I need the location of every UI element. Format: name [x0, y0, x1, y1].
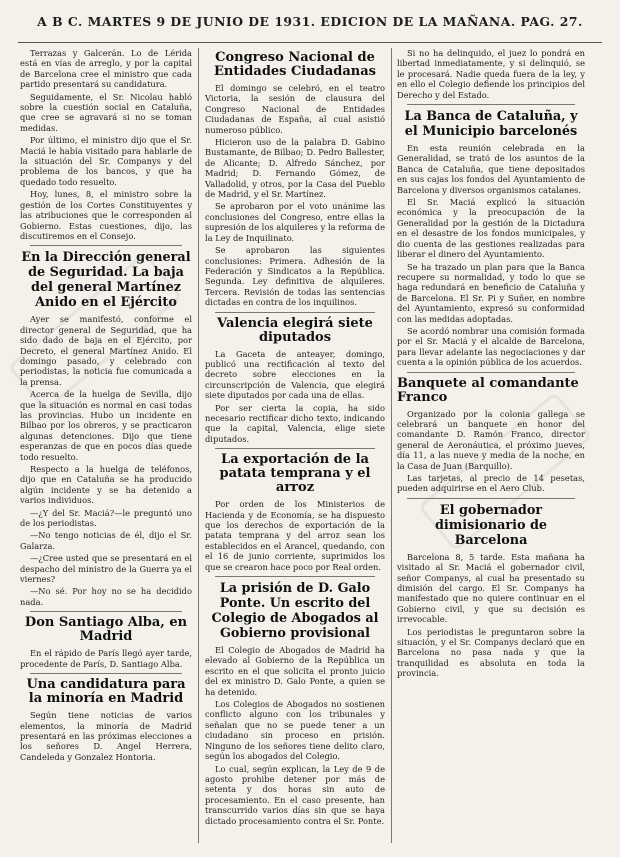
paragraph: Terrazas y Galcerán. Lo de Lérida está en vías de arreglo, y por la capital de Barcelona cree el ministro que cada partido presentará su candidatura.: [20, 48, 192, 90]
paragraph: Los Colegios de Abogados no sostienen conflicto alguno con los tribunales y señalan que no se puede tener a un ciudadano sin proceso en prisión. Ninguno de los señores tiene delito claro, según los abogados del Colegio.: [205, 699, 385, 762]
column-1: [20, 48, 192, 843]
paragraph: —No sé. Por hoy no se ha decidido nada.: [20, 586, 192, 607]
paragraph: El Sr. Maciá explicó la situación económica y la preocupación de la Generalidad por la gestión de la Dictadura en el desastre de los fondos municipales, y dio cuenta de las gestiones realizadas para liberar el dinero del Ayuntamiento.: [397, 197, 585, 260]
divider: [407, 104, 575, 105]
paragraph: Los periodistas le preguntaron sobre la situación, y el Sr. Companys declaró que en Barcelona no pasa nada y que la tranquilidad es absoluta en toda la provincia.: [397, 626, 585, 679]
paragraph: Se aprobaron por el voto unánime las conclusiones del Congreso, entre ellas la supresión de los alquileres y la reforma de la Ley de Inquilinato.: [205, 201, 385, 243]
paragraph: Se acordó nombrar una comisión formada por el Sr. Maciá y el alcalde de Barcelona, para llevar adelante las negociaciones y dar cuenta a la opinión pública de los acuerdos.: [397, 325, 585, 368]
paragraph: Organizado por la colonia gallega se celebrará un banquete en honor del comandante D. Ramón Franco, director general de Aeronáutica, el próximo jueves, día 11, a las nueve y media de la noche, en la Casa de Juan (Barquillo).: [397, 408, 585, 471]
paragraph: —No tengo noticias de él, dijo el Sr. Galarza.: [20, 530, 192, 551]
masthead: [18, 0, 602, 43]
column-rule: [198, 48, 199, 843]
column-2: [205, 48, 385, 843]
paragraph: Hicieron uso de la palabra D. Gabino Bustamante, de Bilbao; D. Pedro Ballester, de Alicante; D. Alfredo Sánchez, por Madrid; D. Fernando Gómez, de Valladolid, y otros, por la Casa del Pueblo de Madrid, y el Sr. Martínez.: [205, 137, 385, 200]
headline-alba: Don Santiago Alba, en Madrid: [24, 615, 188, 645]
divider: [407, 372, 575, 373]
paragraph: Por último, el ministro dijo que el Sr. Maciá le había visitado para hablarle de la situación del Sr. Companys y del problema de los bancos, y que ha quedado todo resuelto.: [20, 135, 192, 187]
paragraph: En el rápido de París llegó ayer tarde, procedente de París, D. Santiago Alba.: [20, 648, 192, 669]
paragraph: El domingo se celebró, en el teatro Victoria, la sesión de clausura del Congreso Nacional de Entidades Ciudadanas de España, al cual asistió numeroso público.: [205, 83, 385, 135]
paragraph: Por ser cierta la copia, ha sido necesario rectificar dicho texto, indicando que la capital, Valencia, elige siete diputados.: [205, 402, 385, 444]
headline-galo-ponte: La prisión de D. Galo Ponte. Un escrito del Colegio de Abogados al Gobierno provisional: [211, 581, 379, 642]
paragraph: Según tiene noticias de varios elementos, la minoría de Madrid presentará en las próximas elecciones a los señores D. Angel Herrera, Candeleda y Gonzalez Hontoria.: [20, 710, 192, 762]
headline-patata: La exportación de la patata temprana y el arroz: [219, 452, 371, 496]
headline-gobernador: El gobernador dimisionario de Barcelona: [434, 502, 548, 548]
divider: [215, 312, 375, 313]
divider: [30, 245, 182, 246]
paragraph: En esta reunión celebrada en la Generalidad, se trató de los asuntos de la Banca de Cataluña, que tiene depositados en sus cajas los fondos del Ayuntamiento de Barcelona y diversos organismos catalanes.: [397, 143, 585, 195]
paragraph: Barcelona 8, 5 tarde. Esta mañana ha visitado al Sr. Maciá el gobernador civil, señor Companys, al cual ha presentado su dimisión del cargo. El Sr. Companys ha manifestado que no quiere continuar en el Gobierno civil, y que su decisión es irrevocable.: [397, 551, 585, 625]
paragraph: El Colegio de Abogados de Madrid ha elevado al Gobierno de la República un escrito en el que solicita el pronto juicio del ex ministro D. Galo Ponte, a quien se ha detenido.: [205, 645, 385, 697]
paragraph: Se ha trazado un plan para que la Banca recupere su normalidad, y todo lo que se haga redundará en beneficio de Cataluña y de Barcelona. El Sr. Pi y Suñer, en nombre del Ayuntamiento, expresó su conformidad con las medidas adoptadas.: [397, 261, 585, 324]
paragraph: Hoy, lunes, 8, el ministro sobre la gestión de los Cortes Constituyentes y las atribuciones que le corresponden al Gobierno. Estas cuestiones, dijo, las discutiremos en el Consejo.: [20, 189, 192, 241]
divider: [215, 576, 375, 577]
paragraph: Si no ha delinquido, el juez lo pondrá en libertad inmediatamente, y si delinquió, se le procesará. Nadie queda fuera de la ley, y en ello el Colegio defiende los principios del Derecho y del Estado.: [397, 48, 585, 100]
divider: [30, 673, 182, 674]
paragraph: Se aprobaron las siguientes conclusiones: Primera. Adhesión de la Federación y Sindicatos a la República. Segunda. Ley definitiva de alquileres. Tercera. Revisión de todas las sentencias dictadas en contra de los inquilinos.: [205, 245, 385, 308]
divider: [30, 611, 182, 612]
headline-candidatura: Una candidatura para la minoría en Madrid: [26, 677, 186, 707]
paragraph: Seguidamente, el Sr. Nicolau habló sobre la cuestión social en Cataluña, que cree se agravará si no se toman medidas.: [20, 91, 192, 133]
headline-congreso: Congreso Nacional de Entidades Ciudadanas: [214, 50, 376, 79]
headline-seguridad: En la Dirección general de Seguridad. La baja del general Martínez Anido en el Ejército: [21, 250, 191, 311]
headline-banca: La Banca de Cataluña, y el Municipio barcelonés: [404, 109, 578, 140]
headline-banquete: Banquete al comandante Franco: [397, 375, 579, 405]
paragraph: Ayer se manifestó, conforme el director general de Seguridad, que ha sido dado de baja en el Ejército, por Decreto, el general Martínez Anido. El domingo pasado, y celebrado con periodistas, la noticia fue comunicada a la prensa.: [20, 314, 192, 387]
masthead-text: A B C. MARTES 9 DE JUNIO DE 1931. EDICION DE LA MAÑANA. PAG. 27.: [37, 13, 583, 29]
paragraph: Acerca de la huelga de Sevilla, dijo que la situación es normal en casi todas las provincias. Hubo un incidente en Bilbao por los obreros, y se practicaron algunas detenciones. Dijo que tiene esperanzas de que en pocos días quede todo resuelto.: [20, 389, 192, 462]
divider: [407, 498, 575, 499]
divider: [215, 448, 375, 449]
paragraph: Respecto a la huelga de teléfonos, dijo que en Cataluña se ha producido algún incidente y se ha detenido a varios individuos.: [20, 464, 192, 506]
paragraph: Lo cual, según explican, la Ley de 9 de agosto prohibe detener por más de setenta y dos horas sin auto de procesamiento. En el caso presente, han transcurrido varios días sin que se haya dictado procesamiento contra el Sr. Ponte.: [205, 763, 385, 826]
paragraph: —¿Cree usted que se presentará en el despacho del ministro de la Guerra ya el viernes?: [20, 553, 192, 585]
paragraph: —¿Y del Sr. Maciá?—le preguntó uno de los periodistas.: [20, 507, 192, 529]
paragraph: La Gaceta de anteayer, domingo, publicó una rectificación al texto del decreto sobre elecciones en la circunscripción de Valencia, que elegirá siete diputados por cada una de ellas.: [205, 348, 385, 401]
headline-valencia: Valencia elegirá siete diputados: [217, 315, 373, 345]
column-3: [397, 48, 585, 843]
paragraph: Las tarjetas, al precio de 14 pesetas, pueden adquirirse en el Aero Club.: [397, 473, 585, 494]
paragraph: Por orden de los Ministerios de Hacienda y de Economía, se ha dispuesto que los derechos de exportación de la patata temprana y del arroz sean los establecidos en el Arancel, quedando, con el 16 de junio corriente, suprimidos los que se crearon hace poco por Real orden.: [205, 499, 385, 572]
column-rule: [391, 48, 392, 843]
